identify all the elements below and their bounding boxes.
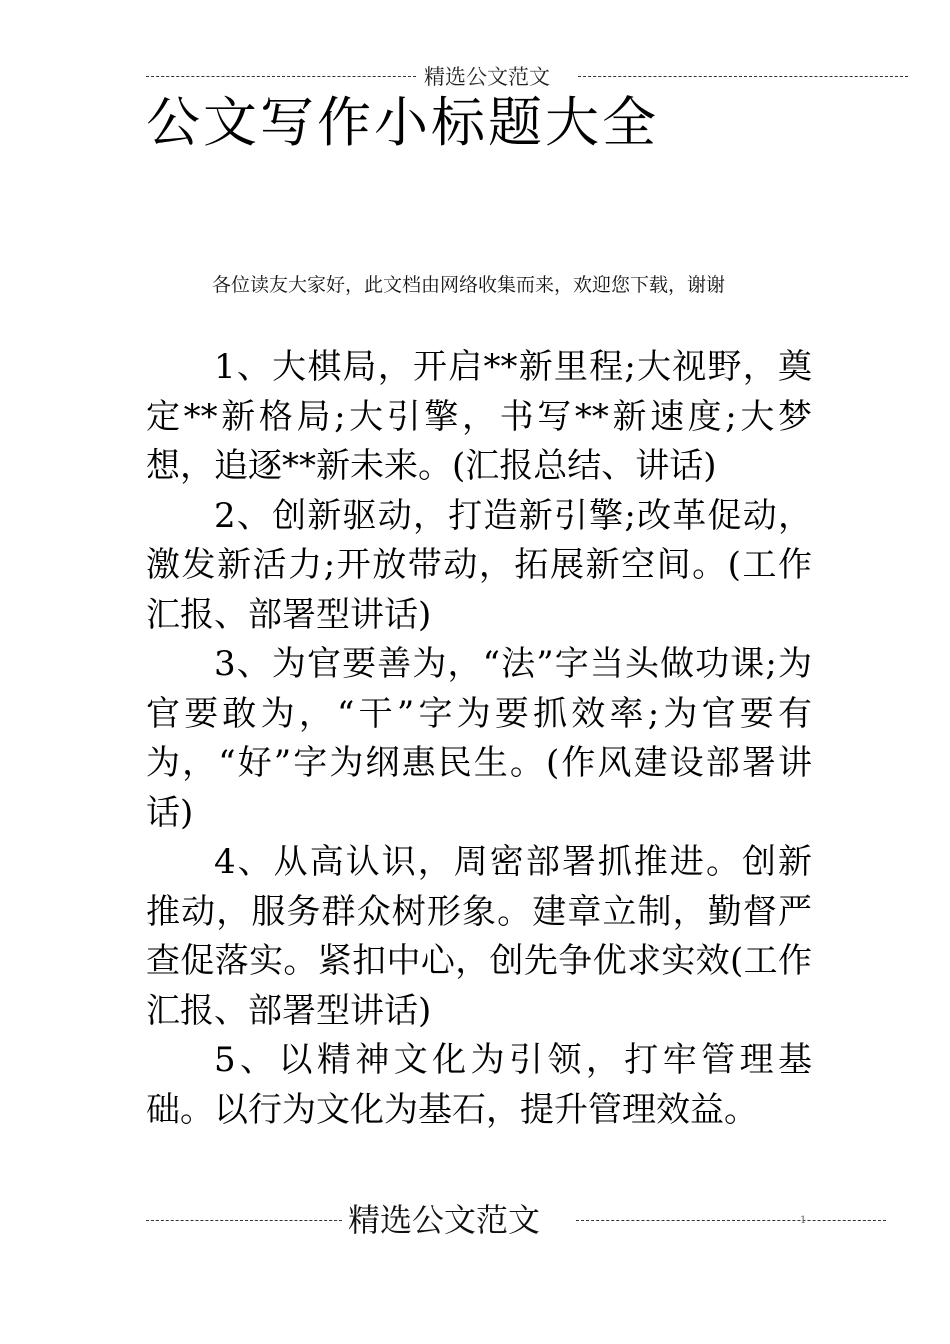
- document-body: [146, 343, 812, 1135]
- paragraph-5: 5、以精神文化为引领，打牢管理基础。以行为文化为基石，提升管理效益。: [146, 1040, 812, 1130]
- header-dash-right: [578, 76, 908, 77]
- intro-text: 各位读友大家好，此文档由网络收集而来，欢迎您下载，谢谢: [212, 274, 726, 296]
- paragraph-3: 3、为官要善为，“法”字当头做功课;为官要敢为，“干”字为要抓效率;为官要有为，“好”字为纲惠民生。(作风建设部署讲话): [146, 644, 812, 833]
- document-title: 公文写作小标题大全: [146, 91, 659, 154]
- page-footer: [146, 1200, 886, 1240]
- paragraph-2: 2、创新驱动，打造新引擎;改革促动，激发新活力;开放带动，拓展新空间。(工作汇报、部署型讲话): [146, 495, 812, 635]
- page-number: 1: [800, 1215, 807, 1226]
- header-dash-left: [146, 76, 416, 77]
- footer-dash-right: [576, 1220, 886, 1221]
- footer-dash-left: [146, 1220, 342, 1221]
- footer-label: 精选公文范文: [348, 1201, 541, 1239]
- paragraph-1: 1、大棋局，开启**新里程;大视野，奠定**新格局;大引擎，书写**新速度;大梦想，追逐**新未来。(汇报总结、讲话): [146, 347, 812, 486]
- page-header: [146, 64, 908, 90]
- paragraph-4: 4、从高认识，周密部署抓推进。创新推动，服务群众树形象。建章立制，勤督严查促落实。紧扣中心，创先争优求实效(工作汇报、部署型讲话): [146, 842, 812, 1031]
- header-label: 精选公文范文: [424, 65, 550, 89]
